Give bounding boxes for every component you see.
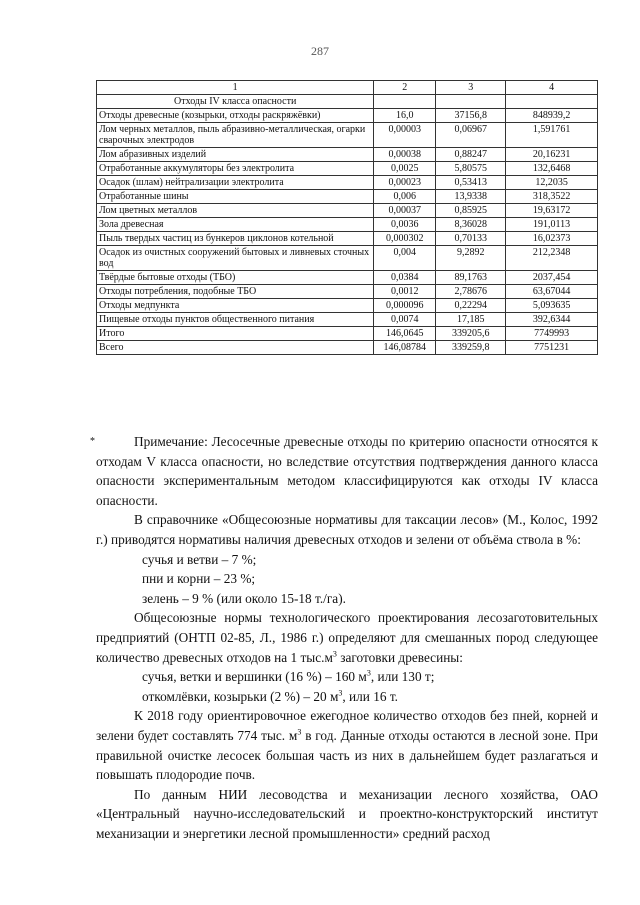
paragraph: Общесоюзные нормы технологического проектирования лесозаготовительных предприятий (ОНТП 02-85, Л., 1986 г.) определяют для смешанных пород следующее количество древесных отходов на 1 $тыс.м^3$ заготовки древесины: [96,610,598,665]
section-title: Отходы IV класса опасности [97,95,374,109]
list-item: сучья и ветви – 7 %; [142,551,257,567]
value-cell: 16,0 [374,109,436,123]
value-cell: 20,16231 [506,148,598,162]
value-cell: 0,00038 [374,148,436,162]
value-cell: 132,6468 [506,162,598,176]
waste-name-cell: Отходы древесные (козырьки, отходы раскряжёвки) [97,109,374,123]
waste-name-cell: Отработанные аккумуляторы без электролита [97,162,374,176]
table-row [97,109,598,123]
waste-name-cell: Отходы медпункта [97,299,374,313]
waste-name-cell: Зола древесная [97,218,374,232]
section-title-row [97,95,598,109]
value-cell: 63,67044 [506,285,598,299]
note-paragraph: Примечание: Лесосечные древесные отходы по критерию опасности относятся к отходам V класса опасности, но вследствие отсутствия подтверждения данного класса опасности экспериментальным методом классифицируются как отходы IV класса опасности. [96,434,598,508]
table-row [97,327,598,341]
waste-name-cell: Пыль твердых частиц из бункеров циклонов котельной [97,232,374,246]
waste-name-cell: Твёрдые бытовые отходы (ТБО) [97,271,374,285]
value-cell: 191,0113 [506,218,598,232]
list-item: откомлёвки, козырьки (2 %) – 20 $м^3$, или 16 т. [142,688,398,704]
waste-name-cell: Итого [97,327,374,341]
table-row [97,341,598,355]
value-cell: 848939,2 [506,109,598,123]
value-cell: 13,9338 [436,190,506,204]
value-cell: 146,0645 [374,327,436,341]
table-row [97,271,598,285]
body-text [90,432,598,843]
table-header-row [97,81,598,95]
value-cell: 0,0012 [374,285,436,299]
value-cell: 318,3522 [506,190,598,204]
value-cell: 392,6344 [506,313,598,327]
waste-name-cell: Отработанные шины [97,190,374,204]
table-row [97,123,598,148]
value-cell: 1,591761 [506,123,598,148]
value-cell: 0,0384 [374,271,436,285]
waste-name-cell: Осадок (шлам) нейтрализации электролита [97,176,374,190]
value-cell: 339205,6 [436,327,506,341]
value-cell: 0,53413 [436,176,506,190]
value-cell: 5,093635 [506,299,598,313]
value-cell: 212,2348 [506,246,598,271]
value-cell: 0,0025 [374,162,436,176]
table-row [97,162,598,176]
value-cell: 0,22294 [436,299,506,313]
table-row [97,148,598,162]
waste-name-cell: Отходы потребления, подобные ТБО [97,285,374,299]
value-cell: 0,06967 [436,123,506,148]
value-cell: 0,000096 [374,299,436,313]
value-cell: 339259,8 [436,341,506,355]
value-cell: 0,88247 [436,148,506,162]
waste-name-cell: Всего [97,341,374,355]
value-cell: 0,00003 [374,123,436,148]
waste-name-cell: Осадок из очистных сооружений бытовых и ливневых сточных вод [97,246,374,271]
value-cell: 0,00037 [374,204,436,218]
value-cell: 37156,8 [436,109,506,123]
value-cell: 0,006 [374,190,436,204]
value-cell: 19,63172 [506,204,598,218]
value-cell: 9,2892 [436,246,506,271]
value-cell: 0,00023 [374,176,436,190]
waste-name-cell: Лом цветных металлов [97,204,374,218]
value-cell: 7749993 [506,327,598,341]
value-cell: 16,02373 [506,232,598,246]
header-cell: 2 [374,81,436,95]
header-cell: 1 [97,81,374,95]
value-cell: 5,80575 [436,162,506,176]
value-cell: 8,36028 [436,218,506,232]
table-row [97,176,598,190]
value-cell: 0,85925 [436,204,506,218]
value-cell: 7751231 [506,341,598,355]
value-cell: 12,2035 [506,176,598,190]
paragraph: По данным НИИ лесоводства и механизации лесного хозяйства, ОАО «Центральный научно-исследовательский и проектно-конструкторский институт механизации и энергетики лесной промышленности» средний расход [96,786,598,841]
value-cell: 17,185 [436,313,506,327]
table-row [97,204,598,218]
waste-name-cell: Лом черных металлов, пыль абразивно-металлическая, огарки сварочных электродов [97,123,374,148]
page-number: 287 [311,44,329,58]
value-cell: 0,0074 [374,313,436,327]
value-cell: 0,0036 [374,218,436,232]
list-item: зелень – 9 % (или около 15-18 т./га). [142,590,346,606]
waste-table [96,80,598,355]
table-row [97,285,598,299]
table-row [97,232,598,246]
value-cell: 0,004 [374,246,436,271]
value-cell: 2,78676 [436,285,506,299]
paragraph: К 2018 году ориентировочное ежегодное количество отходов без пней, корней и зелени будет составлять 774 тыс. $м^3$ в год. Данные отходы остаются в лесной зоне. При правильной очистке лесосек большая часть из них в дальнейшем будет разлагаться и повышать плодородие почв. [96,708,598,783]
table-row [97,313,598,327]
table-row [97,299,598,313]
value-cell: 146,08784 [374,341,436,355]
value-cell: 2037,454 [506,271,598,285]
waste-name-cell: Пищевые отходы пунктов общественного питания [97,313,374,327]
table-row [97,190,598,204]
value-cell: 0,000302 [374,232,436,246]
paragraph: В справочнике «Общесоюзные нормативы для таксации лесов» (М., Колос, 1992 г.) приводятся нормативы наличия древесных отходов и зелени от объёма ствола в %: [96,512,598,547]
note-mark: * [90,436,95,447]
value-cell: 89,1763 [436,271,506,285]
list-item: пни и корни – 23 %; [142,571,256,587]
table-row [97,246,598,271]
header-cell: 3 [436,81,506,95]
waste-name-cell: Лом абразивных изделий [97,148,374,162]
value-cell: 0,70133 [436,232,506,246]
table-row [97,218,598,232]
header-cell: 4 [506,81,598,95]
list-item: сучья, ветки и вершинки (16 %) – 160 $м^3$, или 130 т; [142,668,435,685]
